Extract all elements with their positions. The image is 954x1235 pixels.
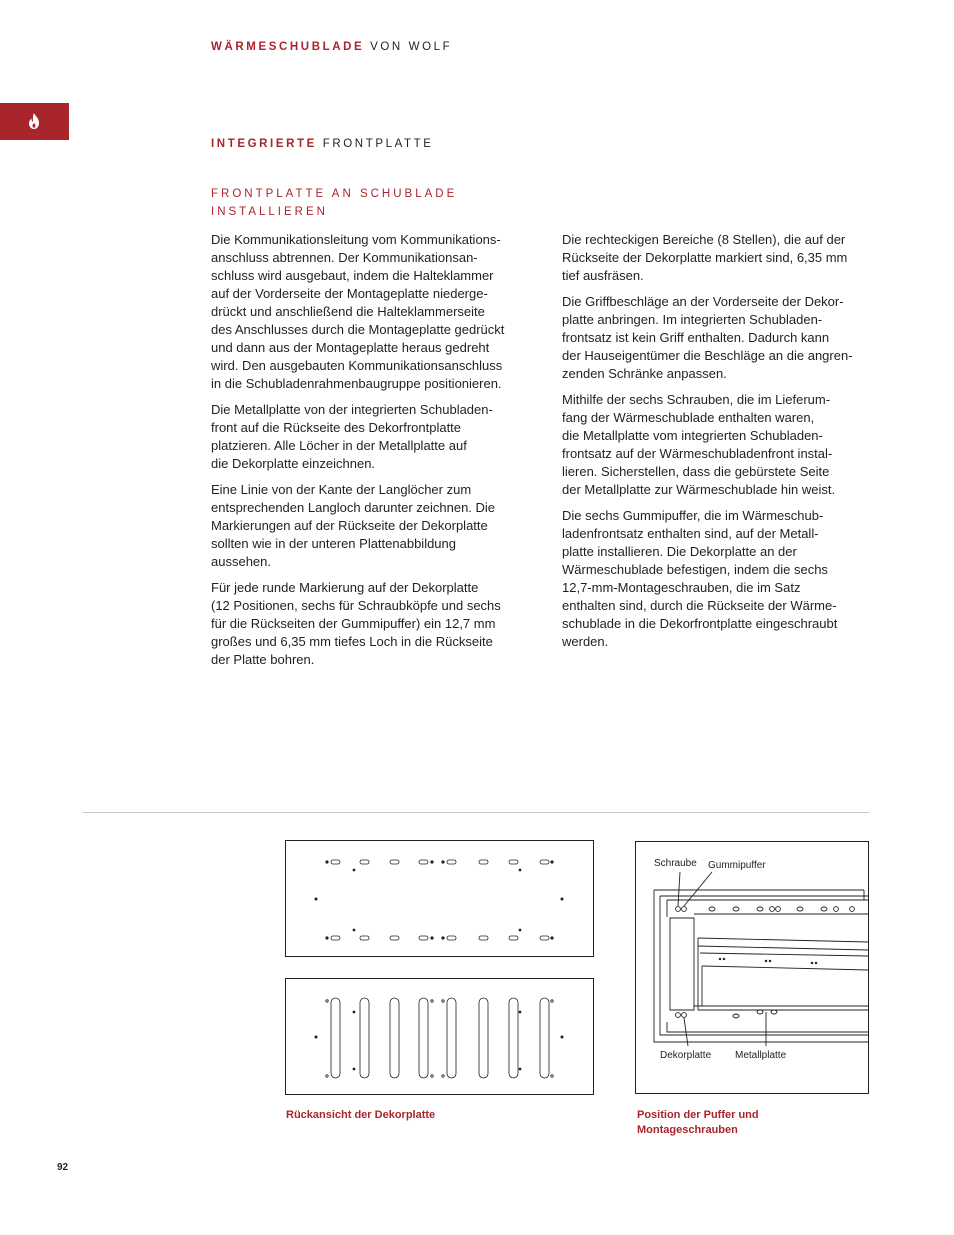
subheading-line: FRONTPLATTE AN SCHUBLADE xyxy=(211,188,458,200)
label-decor-panel: Dekorplatte xyxy=(660,1050,712,1061)
text-line: Die sechs Gummipuffer, die im Wärmeschub- xyxy=(562,508,824,523)
paragraph xyxy=(211,481,541,571)
caption-line: Montageschrauben xyxy=(637,1124,738,1136)
text-line: aussehen. xyxy=(211,554,271,569)
text-line: Eine Linie von der Kante der Langlöcher zum xyxy=(211,482,472,497)
text-line: platte anbringen. Im integrierten Schubladen- xyxy=(562,312,823,327)
text-line: Mithilfe der sechs Schrauben, die im Lieferum- xyxy=(562,392,831,407)
text-line: sollten wie in der unteren Plattenabbildung xyxy=(211,536,457,551)
decor-panel-slots-figure xyxy=(285,978,594,1095)
text-line: frontsatz auf der Wärmeschubladenfront instal- xyxy=(562,446,833,461)
text-line: wird. Den ausgebauten Kommunikationsanschluss xyxy=(211,358,503,373)
caption-line: Rückansicht der Dekorplatte xyxy=(286,1109,436,1121)
text-line: lieren. Sicherstellen, dass die gebürstete Seite xyxy=(562,464,830,479)
bumper-screw-figure xyxy=(635,841,869,1094)
text-line: in die Schubladenrahmenbaugruppe positionieren. xyxy=(211,376,502,391)
text-line: des Anschlusses durch die Montageplatte gedrückt xyxy=(211,322,505,337)
text-line: werden. xyxy=(562,634,609,649)
text-line: frontsatz ist kein Griff enthalten. Dadurch kann xyxy=(562,330,830,345)
paragraph xyxy=(211,231,541,393)
page-number: 92 xyxy=(57,1162,69,1173)
paragraph xyxy=(562,391,892,499)
text-line: zenden Schränke anpassen. xyxy=(562,366,727,381)
text-line: Wärmeschublade befestigen, indem die sechs xyxy=(562,562,828,577)
text-line: ladenfrontsatz enthalten sind, auf der Metall- xyxy=(562,526,819,541)
text-line: platzieren. Alle Löcher in der Metallplatte auf xyxy=(211,438,467,453)
text-line: Die Griffbeschläge an der Vorderseite der Dekor- xyxy=(562,294,844,309)
label-screw: Schraube xyxy=(654,858,697,869)
subheading-line: INSTALLIEREN xyxy=(211,206,328,218)
divider xyxy=(83,812,869,813)
caption-line: Position der Puffer und xyxy=(637,1109,759,1121)
label-metal-panel: Metallplatte xyxy=(735,1050,787,1061)
section-title xyxy=(211,138,434,150)
text-line: Die Metallplatte von der integrierten Schubladen- xyxy=(211,402,493,417)
text-line: 12,7-mm-Montageschrauben, die im Satz xyxy=(562,580,801,595)
right-column xyxy=(562,231,892,659)
decor-panel-slots-drawing xyxy=(286,979,593,1094)
text-line: drückt und anschließend die Halteklammerseite xyxy=(211,304,485,319)
text-line: enthalten sind, durch die Rückseite der Wärme- xyxy=(562,598,837,613)
paragraph xyxy=(562,507,892,651)
decor-panel-holes-figure xyxy=(285,840,594,957)
text-line: großes und 6,35 mm tiefes Loch in die Rückseite xyxy=(211,634,493,649)
text-line: schublade in die Dekorfrontplatte eingeschraubt xyxy=(562,616,838,631)
text-line: entsprechenden Langloch darunter zeichnen. Die xyxy=(211,500,496,515)
text-line: Rückseite der Dekorplatte markiert sind, 6,35 mm xyxy=(562,250,848,265)
header-title-bold: WÄRMESCHUBLADE xyxy=(211,41,365,53)
text-line: platte installieren. Die Dekorplatte an der xyxy=(562,544,797,559)
text-line: (12 Positionen, sechs für Schraubköpfe und sechs xyxy=(211,598,501,613)
left-column xyxy=(211,231,541,677)
text-line: die Dekorplatte einzeichnen. xyxy=(211,456,376,471)
text-line: fang der Wärmeschublade enthalten waren, xyxy=(562,410,815,425)
text-line: die Metallplatte vom integrierten Schubladen- xyxy=(562,428,823,443)
header-title-rest: VON WOLF xyxy=(364,41,453,53)
text-line: und dann aus der Montageplatte heraus gedreht xyxy=(211,340,490,355)
text-line: der Platte bohren. xyxy=(211,652,315,667)
decor-panel-holes-drawing xyxy=(286,841,593,956)
label-bumper: Gummipuffer xyxy=(708,860,766,871)
text-line: anschluss abtrennen. Der Kommunikationsan- xyxy=(211,250,478,265)
text-line: der Hauseigentümer die Beschläge an die angren- xyxy=(562,348,853,363)
text-line: Markierungen auf der Rückseite der Dekorplatte xyxy=(211,518,488,533)
section-title-bold: INTEGRIERTE xyxy=(211,138,317,150)
text-line: Die Kommunikationsleitung vom Kommunikations- xyxy=(211,232,501,247)
running-header xyxy=(211,41,452,53)
text-line: auf der Vorderseite der Montageplatte niederge- xyxy=(211,286,488,301)
text-line: Die rechteckigen Bereiche (8 Stellen), die auf der xyxy=(562,232,846,247)
text-line: für die Rückseiten der Gummipuffer) ein 12,7 mm xyxy=(211,616,496,631)
text-line: Für jede runde Markierung auf der Dekorplatte xyxy=(211,580,479,595)
paragraph xyxy=(562,293,892,383)
text-line: front auf die Rückseite des Dekorfrontplatte xyxy=(211,420,462,435)
paragraph xyxy=(562,231,892,285)
paragraph xyxy=(211,579,541,669)
section-title-rest: FRONTPLATTE xyxy=(316,138,434,150)
figure-caption-right xyxy=(637,1108,759,1138)
section-tab xyxy=(0,103,69,140)
figure-caption-left xyxy=(286,1108,435,1123)
subheading xyxy=(211,185,457,221)
text-line: schluss wird ausgebaut, indem die Halteklammer xyxy=(211,268,494,283)
text-line: der Metallplatte zur Wärmeschublade hin weist. xyxy=(562,482,836,497)
text-line: tief ausfräsen. xyxy=(562,268,644,283)
paragraph xyxy=(211,401,541,473)
